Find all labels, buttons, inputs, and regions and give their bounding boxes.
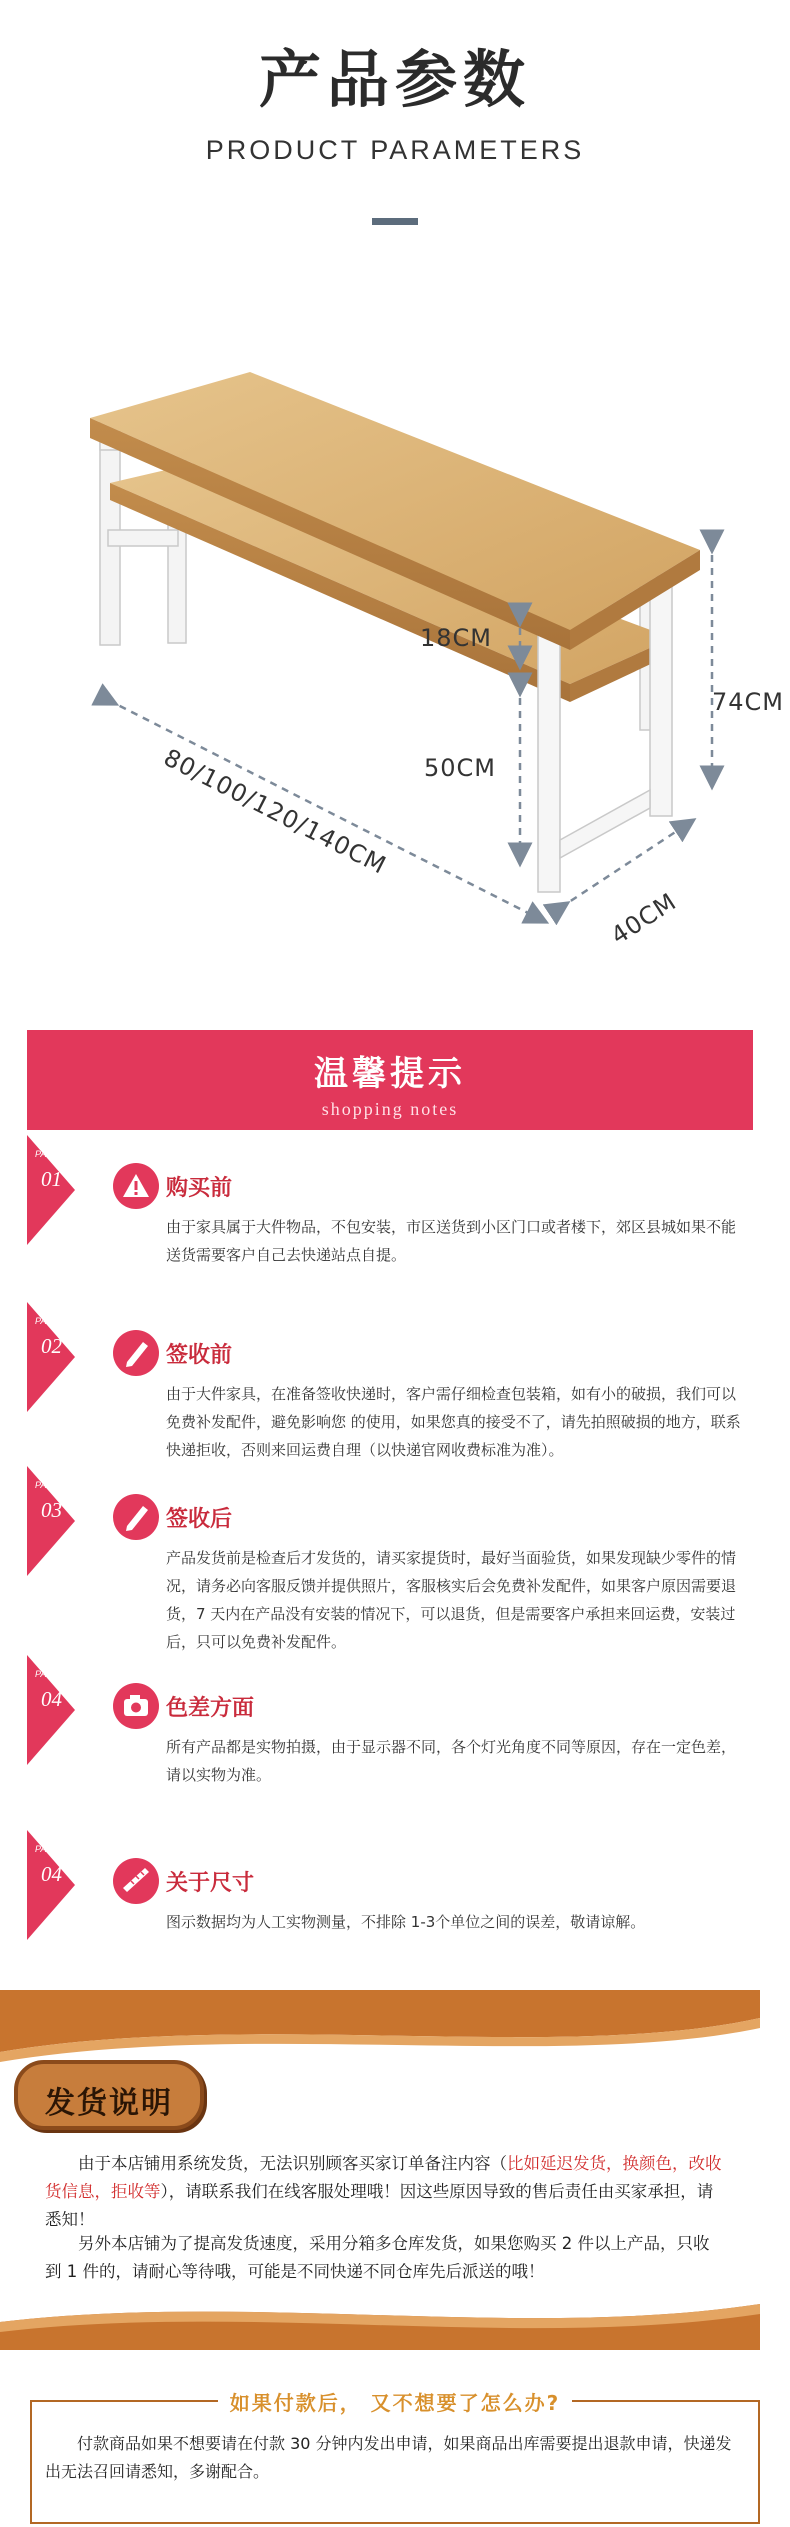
note-heading: 签收前 [166,1343,233,1368]
part-number: 01 [41,1167,62,1191]
pencil-icon [113,1330,159,1376]
note-body: 由于大件家具，在准备签收快递时，客户需仔细检查包装箱，如有小的破损，我们可以免费补发配件，避免影响您 的使用，如果您真的接受不了，请先拍照破损的地方，联系快递拒收，否则来回运费自理（以快递官网收费标准为准）。 [166,1385,741,1459]
note-heading: 签收后 [166,1507,233,1532]
note-body: 所有产品都是实物拍摄，由于显示器不同，各个灯光角度不同等原因，存在一定色差，请以实物为准。 [166,1738,737,1784]
part-label: PART [35,1149,59,1159]
product-parameters-section [0,0,790,1010]
part-number: 04 [41,1687,62,1711]
part-number: 04 [41,1862,62,1886]
shipping-highlight: 比如延迟发货，换颜色，改收货信息，拒收等 [45,2154,722,2201]
ruler-icon [113,1858,159,1904]
part-number: 03 [41,1498,62,1522]
note-heading: 色差方面 [166,1696,255,1721]
pencil-icon [113,1494,159,1540]
shipping-text: ），请联系我们在线客服处理哦！因这些原因导致的售后责任由买家承担，请悉知！ [45,2182,714,2229]
part-tag [27,1135,75,1245]
part-tag [27,1655,75,1765]
notes-subtitle: shopping notes [321,1099,459,1119]
note-body: 图示数据均为人工实物测量，不排除 1-3个单位之间的误差，敬请谅解。 [166,1913,646,1931]
shipping-section [0,1990,790,2350]
shopping-notes-section [0,1010,790,1950]
shelf-gap-label: 18CM [420,624,493,652]
notes-banner [27,1030,753,1130]
shelf-height-label: 50CM [424,754,497,782]
wood-band-bottom [0,2292,760,2350]
shipping-paragraph-1 [45,2150,725,2234]
part-tag [27,1466,75,1576]
shipping-paragraph-2: 另外本店铺为了提高发货速度，采用分箱多仓库发货，如果您购买 2 件以上产品，只收到 1 件的，请耐心等待哦，可能是不同快递不同仓库先后派送的哦！ [45,2234,710,2281]
shipping-text: 由于本店铺用系统发货，无法识别顾客买家订单备注内容（ [78,2154,507,2173]
width-label: 40CM [606,887,682,951]
wood-band-top [0,1990,760,2062]
params-title: 产品参数 [258,43,531,116]
refund-title: 如果付款后， 又不想要了怎么办? [218,2387,573,2416]
warning-icon [113,1163,159,1209]
height-label: 74CM [712,688,785,716]
part-tag [27,1830,75,1940]
part-label: PART [35,1480,59,1490]
camera-icon [113,1683,159,1729]
part-number: 02 [41,1334,62,1358]
part-label: PART [35,1669,59,1679]
refund-section [0,2380,790,2527]
length-label: 80/100/120/140CM [159,743,391,880]
note-body: 由于家具属于大件物品，不包安装，市区送货到小区门口或者楼下，郊区县城如果不能送货需要客户自己去快递站点自提。 [166,1218,737,1264]
part-label: PART [35,1844,59,1854]
note-heading: 关于尺寸 [166,1871,255,1896]
shipping-title: 发货说明 [45,2086,173,2121]
notes-title: 温馨提示 [314,1054,466,1094]
shipping-title-plaque [14,2060,204,2130]
part-tag [27,1302,75,1412]
params-subtitle: PRODUCT PARAMETERS [205,135,585,165]
note-body: 产品发货前是检查后才发货的，请买家提货时，最好当面验货，如果发现缺少零件的情况，请务必向客服反馈并提供照片，客服核实后会免费补发配件，如果客户原因需要退货，7 天内在产品没有安装的情况下，可以退货，但是需要客户承担来回运费，安装过后，只可以免费补发配件。 [166,1549,737,1651]
title-divider [372,218,418,225]
part-label: PART [35,1316,59,1326]
note-heading: 购买前 [166,1176,233,1201]
bench-illustration [0,300,790,1000]
refund-body: 付款商品如果不想要请在付款 30 分钟内发出申请，如果商品出库需要提出退款申请，快递发出无法召回请悉知，多谢配合。 [45,2434,732,2481]
